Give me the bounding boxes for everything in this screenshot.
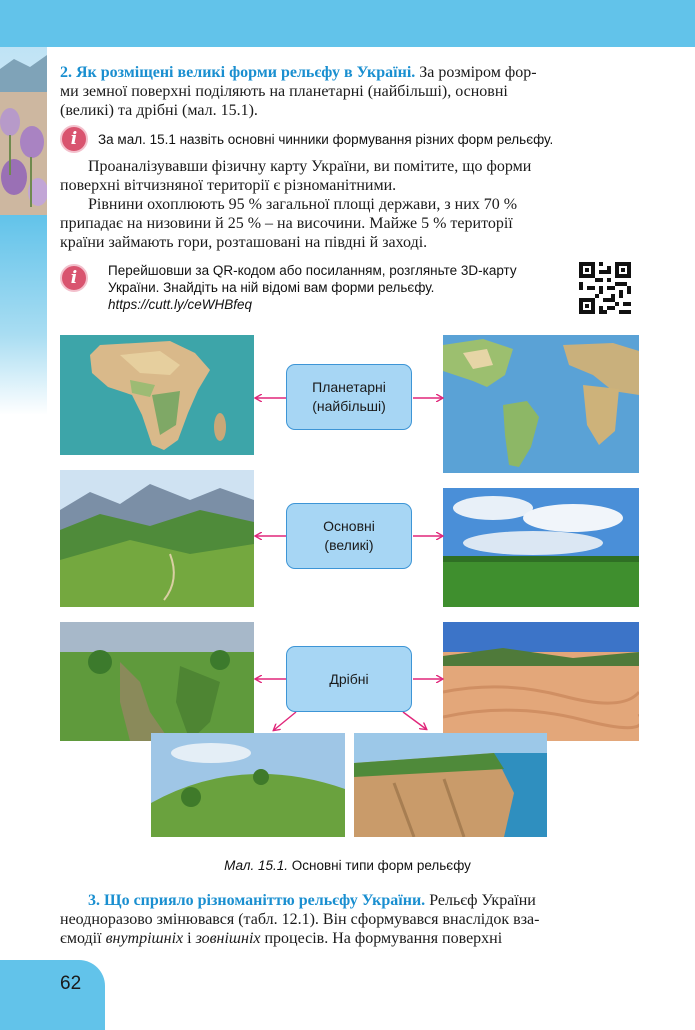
section-3-text-line-3e: процесів. На формування поверхні xyxy=(260,930,503,947)
info-link[interactable]: https://cutt.ly/ceWHBfeq xyxy=(108,297,253,312)
info-note-1: За мал. 15.1 назвіть основні чинники формування різних форм рельєфу. xyxy=(98,132,554,147)
section-2-text-line-2: ми земної поверхні поділяють на планетарні (найбільші), основні xyxy=(60,83,508,100)
page-number: 62 xyxy=(60,973,82,994)
section-3-text-line-3a: ємодії xyxy=(60,930,106,947)
box-small-label: Дрібні xyxy=(329,670,369,687)
section-3-paragraph xyxy=(60,891,639,948)
box-planetary-label-2: (найбільші) xyxy=(312,398,386,414)
section-2-text-line-1: За розміром фор- xyxy=(415,64,537,81)
info-note-qr-line-2: України. Знайдіть на ній відомі вам форми рельєфу. xyxy=(108,280,435,295)
paragraph-plains-line-1: Рівнини охоплюють 95 % загальної площі держави, з них 70 % xyxy=(88,196,518,213)
figure-caption xyxy=(0,858,695,873)
section-3-text-line-3c: і xyxy=(183,930,196,947)
info-note-qr-line-1: Перейшовши за QR-кодом або посиланням, розгляньте 3D-карту xyxy=(108,263,517,278)
paragraph-plains-line-3: країни займають гори, розташовані на півдні й заході. xyxy=(60,234,428,251)
section-3-term-internal: внутрішніх xyxy=(105,930,184,947)
section-2-heading: 2. Як розміщені великі форми рельєфу в Україні. xyxy=(60,64,416,81)
paragraph-map-analysis-line-1: Проаналізувавши фізичну карту України, ви помітите, що форми xyxy=(88,158,532,175)
box-planetary-label-1: Планетарні xyxy=(312,379,386,395)
paragraph-plains-line-2: припадає на низовини й 25 % – на височини. Майже 5 % території xyxy=(60,215,513,232)
section-2-text-line-3: (великі) та дрібні (мал. 15.1). xyxy=(60,102,258,119)
section-3-heading: 3. Що сприяло різноманіттю рельєфу України. xyxy=(88,892,426,909)
section-3-term-external: зовнішніх xyxy=(195,930,261,947)
figure-caption-text: Основні типи форм рельєфу xyxy=(288,858,471,873)
box-main-landforms xyxy=(286,503,412,569)
figure-caption-label: Мал. 15.1. xyxy=(224,858,288,873)
page-number-tab xyxy=(0,960,105,1030)
box-main-label-2: (великі) xyxy=(324,537,374,553)
box-small-landforms xyxy=(286,646,412,712)
section-3-text-line-2: неодноразово змінювався (табл. 12.1). Він сформувався внаслідок вза- xyxy=(60,911,540,928)
info-icon: i xyxy=(60,264,88,292)
box-main-label-1: Основні xyxy=(323,518,375,534)
info-icon: i xyxy=(60,125,88,153)
box-planetary-landforms xyxy=(286,364,412,430)
section-3-text-line-1: Рельєф України xyxy=(425,892,536,909)
paragraph-map-analysis-line-2: поверхні вітчизняної території є різноманітними. xyxy=(60,177,397,194)
